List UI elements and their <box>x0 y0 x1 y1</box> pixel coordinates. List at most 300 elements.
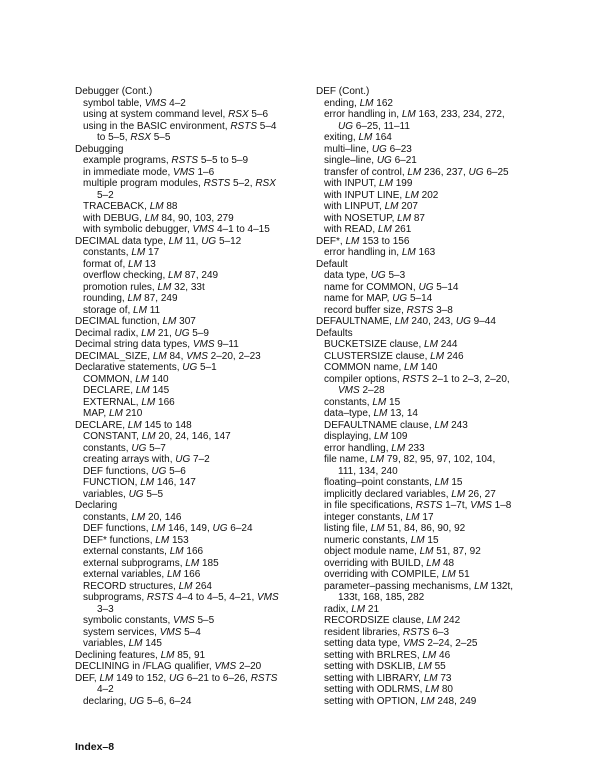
entry-text: 5–9 <box>189 327 209 339</box>
index-subentry <box>316 270 566 282</box>
manual-reference: VMS <box>338 385 360 396</box>
entry-text: DECLINING in /FLAG qualifier, <box>75 661 215 672</box>
entry-text: 4–2 <box>166 97 186 109</box>
index-subentry <box>75 638 307 650</box>
entry-text: setting with OPTION, <box>324 695 421 707</box>
manual-reference: LM <box>430 350 445 362</box>
index-subentry <box>75 155 307 167</box>
index-subentry <box>75 247 307 259</box>
entry-text: Declaring <box>75 500 118 511</box>
manual-reference: LM <box>149 201 164 212</box>
manual-reference: LM <box>425 684 440 695</box>
entry-text: 202 <box>418 189 439 201</box>
entry-text: 6–25, 11–11 <box>353 120 410 132</box>
entry-text: constants, <box>83 247 132 258</box>
manual-reference: UG <box>468 166 484 178</box>
manual-reference: LM <box>127 419 142 431</box>
entry-text: 1–8 <box>491 500 512 511</box>
entry-text: 153 to 156 <box>359 235 410 247</box>
manual-reference: LM <box>394 316 409 327</box>
index-subentry <box>316 431 566 443</box>
entry-text: 5–3 <box>385 270 406 281</box>
index-entry <box>75 661 307 673</box>
manual-reference: LM <box>135 385 150 396</box>
manual-reference: VMS <box>173 615 195 626</box>
index-subentry <box>316 132 566 144</box>
entry-text: single–line, <box>324 155 377 166</box>
entry-text: 17 <box>419 511 434 523</box>
manual-reference: LM <box>140 477 155 488</box>
entry-text: constants, <box>83 442 132 454</box>
entry-text: subprograms, <box>83 592 147 603</box>
entry-text: symbol table, <box>83 97 145 109</box>
manual-reference: LM <box>135 373 150 385</box>
manual-reference: LM <box>410 534 425 546</box>
manual-reference: LM <box>391 442 406 454</box>
manual-reference: LM <box>358 132 373 143</box>
manual-reference: RSTS <box>230 120 257 132</box>
entry-text: variables, <box>83 488 129 500</box>
index-entry <box>75 328 307 340</box>
entry-text: using in the BASIC environment, <box>83 120 231 132</box>
manual-reference: RSTS <box>402 373 430 385</box>
index-subentry <box>75 512 307 524</box>
index-subentry <box>316 201 566 213</box>
index-subentry <box>316 98 566 110</box>
index-subentry <box>75 454 307 466</box>
manual-reference: UG <box>168 672 184 684</box>
manual-reference: LM <box>417 661 432 672</box>
manual-reference: LM <box>423 672 438 684</box>
entry-text: EXTERNAL, <box>83 396 142 408</box>
index-subentry <box>316 523 566 535</box>
manual-reference: LM <box>166 569 181 580</box>
entry-text: 4–2 <box>97 684 114 695</box>
index-entry <box>75 339 307 351</box>
index-subentry <box>316 282 566 294</box>
index-subentry <box>75 477 307 489</box>
entry-text: 15 <box>424 534 439 546</box>
index-subentry <box>316 512 566 524</box>
entry-text: COMMON name, <box>324 362 405 373</box>
entry-text: DECIMAL data type, <box>75 235 169 247</box>
index-continuation <box>75 190 307 202</box>
entry-text: external variables, <box>83 569 167 580</box>
manual-reference: LM <box>405 511 420 523</box>
entry-text: 4–1 to 4–15 <box>214 224 270 235</box>
entry-text: 1–6 <box>194 166 215 178</box>
manual-reference: LM <box>419 546 434 557</box>
index-subentry <box>75 98 307 110</box>
entry-text: 264 <box>192 580 212 592</box>
entry-text: name for MAP, <box>324 293 393 304</box>
index-entry <box>75 650 307 662</box>
entry-text: 248, 249 <box>434 695 477 707</box>
manual-reference: LM <box>451 488 466 500</box>
entry-text: DEF* functions, <box>83 534 156 546</box>
index-subentry <box>75 443 307 455</box>
entry-text: Default <box>316 258 348 270</box>
index-subentry <box>316 190 566 202</box>
manual-reference: LM <box>141 431 156 442</box>
index-subentry <box>316 155 566 167</box>
entry-text: with LINPUT, <box>324 201 385 212</box>
entry-text: 87 <box>411 212 425 224</box>
entry-text: 5–5 <box>194 615 215 626</box>
manual-reference: VMS <box>402 638 425 649</box>
manual-reference: UG <box>129 695 145 707</box>
entry-text: 51, 87, 92 <box>433 546 481 557</box>
index-entry <box>75 86 307 98</box>
manual-reference: LM <box>155 534 170 546</box>
index-subentry <box>316 581 566 593</box>
index-subentry <box>75 581 307 593</box>
entry-text: 51 <box>455 569 470 580</box>
entry-text: 153 <box>169 534 189 546</box>
entry-text: 109 <box>387 431 408 442</box>
entry-text: variables, <box>83 638 129 649</box>
manual-reference: UG <box>455 316 471 327</box>
index-entry <box>316 86 566 98</box>
entry-text: 5–1 <box>197 362 217 373</box>
index-subentry <box>316 696 566 708</box>
manual-reference: VMS <box>192 224 215 235</box>
entry-text: 2–24, 2–25 <box>424 638 478 649</box>
index-subentry <box>75 270 307 282</box>
entry-text: 146, 149, <box>165 523 213 534</box>
entry-text: 2–20 <box>236 661 262 672</box>
entry-text: 5–4 <box>256 120 277 132</box>
entry-text: 2–28 <box>359 385 385 396</box>
entry-text: 163 <box>415 247 436 258</box>
entry-text: 87, 249 <box>181 270 219 281</box>
index-subentry <box>316 604 566 616</box>
entry-text: format of, <box>83 258 129 270</box>
manual-reference: RSTS <box>250 672 278 684</box>
entry-text: compiler options, <box>324 373 403 385</box>
manual-reference: RSTS <box>171 155 199 166</box>
entry-text: 244 <box>437 339 458 350</box>
entry-text: 15 <box>386 396 401 408</box>
manual-reference: LM <box>99 672 114 684</box>
manual-reference: UG <box>376 155 392 166</box>
entry-text: DEF functions, <box>83 523 152 534</box>
index-subentry <box>75 408 307 420</box>
manual-reference: LM <box>407 166 422 178</box>
entry-text: 145 to 148 <box>141 419 192 431</box>
index-subentry <box>75 489 307 501</box>
entry-text: overriding with COMPILE, <box>324 569 442 580</box>
index-entry <box>75 144 307 156</box>
entry-text: 48 <box>440 557 455 569</box>
index-entry <box>75 500 307 512</box>
entry-text: FUNCTION, <box>83 477 141 488</box>
manual-reference: VMS <box>144 97 167 109</box>
entry-text: DECIMAL function, <box>75 316 163 327</box>
manual-reference: LM <box>370 523 385 534</box>
entry-text: 132t, <box>487 580 514 592</box>
entry-text: 9–44 <box>470 316 496 327</box>
manual-reference: UG <box>370 270 386 281</box>
entry-text: 9–11 <box>214 339 239 350</box>
manual-reference: LM <box>345 235 360 247</box>
entry-text: BUCKETSIZE clause, <box>324 339 425 350</box>
entry-text: 140 <box>149 373 169 385</box>
index-entry <box>316 316 566 328</box>
index-continuation <box>316 466 566 478</box>
manual-reference: LM <box>185 557 200 569</box>
entry-text: listing file, <box>324 523 371 534</box>
entry-text: 5–6, 6–24 <box>144 695 192 707</box>
index-continuation <box>316 121 566 133</box>
entry-text: with READ, <box>324 224 378 235</box>
entry-text: 3–3 <box>97 603 114 615</box>
manual-reference: VMS <box>192 339 215 350</box>
index-subentry <box>316 638 566 650</box>
manual-reference: LM <box>374 431 388 442</box>
manual-reference: UG <box>175 454 191 465</box>
index-subentry <box>316 167 566 179</box>
entry-text: radix, <box>324 603 352 615</box>
entry-text: 210 <box>122 408 143 419</box>
entry-text: 51, 84, 86, 90, 92 <box>384 523 466 534</box>
manual-reference: LM <box>404 189 419 201</box>
entry-text: 21 <box>365 603 380 615</box>
entry-text: 6–23 <box>386 143 412 155</box>
manual-reference: LM <box>168 270 182 281</box>
entry-text: 5–12 <box>216 235 242 247</box>
entry-text: promotion rules, <box>83 281 158 293</box>
entry-text: 13 <box>141 258 156 270</box>
entry-text: floating–point constants, <box>324 477 435 488</box>
entry-text: 5–14 <box>407 293 433 304</box>
manual-reference: LM <box>370 454 385 465</box>
manual-reference: LM <box>379 178 393 189</box>
index-subentry <box>316 339 566 351</box>
entry-text: 185 <box>199 557 219 569</box>
entry-text: in immediate mode, <box>83 166 174 178</box>
entry-text: 140 <box>417 362 438 373</box>
index-subentry <box>75 627 307 639</box>
entry-text: setting with DSKLIB, <box>324 661 418 672</box>
index-subentry <box>75 293 307 305</box>
manual-reference: UG <box>128 488 144 500</box>
entry-text: Declarative statements, <box>75 362 183 373</box>
index-subentry <box>75 224 307 236</box>
entry-text: 236, 237, <box>421 166 469 178</box>
entry-text: error handling in, <box>324 109 402 120</box>
entry-text: 166 <box>180 569 201 580</box>
index-subentry <box>75 201 307 213</box>
index-subentry <box>316 293 566 305</box>
entry-text: storage of, <box>83 304 134 316</box>
index-subentry <box>316 247 566 259</box>
entry-text: with INPUT, <box>324 178 380 189</box>
entry-text: parameter–passing mechanisms, <box>324 580 475 592</box>
index-subentry <box>75 282 307 294</box>
entry-text: 207 <box>398 201 418 212</box>
index-subentry <box>316 408 566 420</box>
entry-text: DEF functions, <box>83 465 152 477</box>
entry-text: in file specifications, <box>324 500 416 511</box>
entry-text: DEF (Cont.) <box>316 86 370 97</box>
entry-text: 111, 134, 240 <box>338 465 398 477</box>
entry-text: DECLARE, <box>75 419 128 431</box>
manual-reference: LM <box>168 235 183 247</box>
manual-reference: RSTS <box>415 500 443 511</box>
entry-text: Debugging <box>75 143 124 155</box>
entry-text: name for COMMON, <box>324 281 419 293</box>
manual-reference: RSTS <box>146 592 174 603</box>
index-subentry <box>75 592 307 604</box>
manual-reference: LM <box>128 258 142 270</box>
manual-reference: UG <box>201 235 217 247</box>
entry-text: 46 <box>436 649 451 661</box>
entry-text: 32, 33t <box>171 281 205 293</box>
entry-text: 145 <box>142 638 162 649</box>
entry-text: record buffer size, <box>324 304 407 316</box>
index-subentry <box>316 362 566 374</box>
index-subentry <box>75 374 307 386</box>
index-subentry <box>316 305 566 317</box>
manual-reference: VMS <box>470 500 492 511</box>
entry-text: 6–21 <box>391 155 417 166</box>
index-continuation <box>75 132 307 144</box>
manual-reference: UG <box>131 442 147 454</box>
manual-reference: LM <box>169 546 184 557</box>
entry-text: resident libraries, <box>324 626 403 638</box>
manual-reference: LM <box>127 293 142 304</box>
entry-text: 246 <box>444 350 464 362</box>
manual-reference: LM <box>377 224 392 235</box>
index-subentry <box>316 144 566 156</box>
index-entry <box>75 362 307 374</box>
index-subentry <box>316 684 566 696</box>
index-column-left <box>75 86 307 707</box>
entry-text: 17 <box>145 247 160 258</box>
entry-text: displaying, <box>324 431 375 442</box>
index-continuation <box>75 604 307 616</box>
entry-text: DECIMAL_SIZE, <box>75 350 153 362</box>
index-continuation <box>316 385 566 397</box>
entry-text: 84, <box>166 350 187 362</box>
index-subentry <box>75 178 307 190</box>
index-subentry <box>75 109 307 121</box>
entry-text: 7–2 <box>190 454 210 465</box>
manual-reference: RSX <box>130 132 151 143</box>
entry-text: 79, 82, 95, 97, 102, 104, <box>384 454 496 465</box>
entry-text: declaring, <box>83 695 130 707</box>
entry-text: 146, 147 <box>154 477 196 488</box>
entry-text: 5–5 <box>143 488 164 500</box>
manual-reference: RSTS <box>203 178 231 189</box>
entry-text: overriding with BUILD, <box>324 557 427 569</box>
manual-reference: LM <box>434 419 449 431</box>
entry-text: 3–8 <box>433 304 453 316</box>
entry-text: 21, <box>155 327 175 339</box>
index-subentry <box>316 224 566 236</box>
manual-reference: LM <box>131 511 146 523</box>
entry-text: 5–14 <box>433 281 459 293</box>
entry-text: rounding, <box>83 293 128 304</box>
entry-text: system services, <box>83 626 160 638</box>
entry-text: external constants, <box>83 546 170 557</box>
index-subentry <box>316 500 566 512</box>
entry-text: 73 <box>437 672 452 684</box>
manual-reference: LM <box>152 350 167 362</box>
manual-reference: LM <box>157 281 172 293</box>
manual-reference: UG <box>174 327 190 339</box>
entry-text: numeric constants, <box>324 534 411 546</box>
manual-reference: LM <box>426 557 441 569</box>
entry-text: 164 <box>372 132 392 143</box>
entry-text: DEFAULTNAME, <box>316 316 395 327</box>
entry-text: Decimal radix, <box>75 327 142 339</box>
entry-text: setting with ODLRMS, <box>324 684 426 695</box>
entry-text: setting data type, <box>324 638 403 649</box>
manual-reference: LM <box>359 97 374 109</box>
index-subentry <box>316 443 566 455</box>
manual-reference: LM <box>372 396 387 408</box>
index-subentry <box>316 546 566 558</box>
entry-text: MAP, <box>83 408 109 419</box>
entry-text: ending, <box>324 97 360 109</box>
entry-text: RECORDSIZE clause, <box>324 615 427 626</box>
entry-text: 2–20, 2–23 <box>207 350 261 362</box>
page-number: Index–8 <box>75 741 115 753</box>
index-entry <box>316 259 566 271</box>
entry-text: 6–25 <box>483 166 509 178</box>
entry-text: creating arrays with, <box>83 454 176 465</box>
entry-text: TRACEBACK, <box>83 201 150 212</box>
entry-text: 166 <box>155 396 175 408</box>
entry-text: 242 <box>440 615 461 626</box>
manual-reference: VMS <box>159 626 182 638</box>
index-subentry <box>316 535 566 547</box>
entry-text: 84, 90, 103, 279 <box>158 212 234 224</box>
manual-reference: LM <box>397 212 412 224</box>
entry-text: DEF, <box>75 672 100 684</box>
manual-reference: RSTS <box>406 304 434 316</box>
entry-text: using at system command level, <box>83 109 229 120</box>
entry-text: 15 <box>448 477 463 488</box>
index-subentry <box>75 558 307 570</box>
index-entry <box>75 236 307 248</box>
index-subentry <box>75 466 307 478</box>
index-subentry <box>75 213 307 225</box>
manual-reference: UG <box>212 523 228 534</box>
entry-text: 5–7 <box>146 442 166 454</box>
entry-text: 5–6 <box>248 109 269 120</box>
manual-reference: LM <box>373 408 388 419</box>
index-subentry <box>75 397 307 409</box>
entry-text: DECLARE, <box>83 385 136 396</box>
manual-reference: LM <box>384 201 399 212</box>
entry-text: 55 <box>431 661 446 672</box>
entry-text: RECORD structures, <box>83 580 179 592</box>
entry-text: data–type, <box>324 408 374 419</box>
entry-text: CLUSTERSIZE clause, <box>324 350 431 362</box>
manual-reference: LM <box>128 638 143 649</box>
entry-text: multiple program modules, <box>83 178 204 189</box>
manual-reference: LM <box>160 649 175 661</box>
entry-text: to 5–5, <box>97 132 131 143</box>
manual-reference: LM <box>434 477 449 488</box>
index-subentry <box>316 397 566 409</box>
entry-text: error handling, <box>324 442 392 454</box>
entry-text: 5–4 <box>181 626 201 638</box>
entry-text: setting with LIBRARY, <box>324 672 424 684</box>
